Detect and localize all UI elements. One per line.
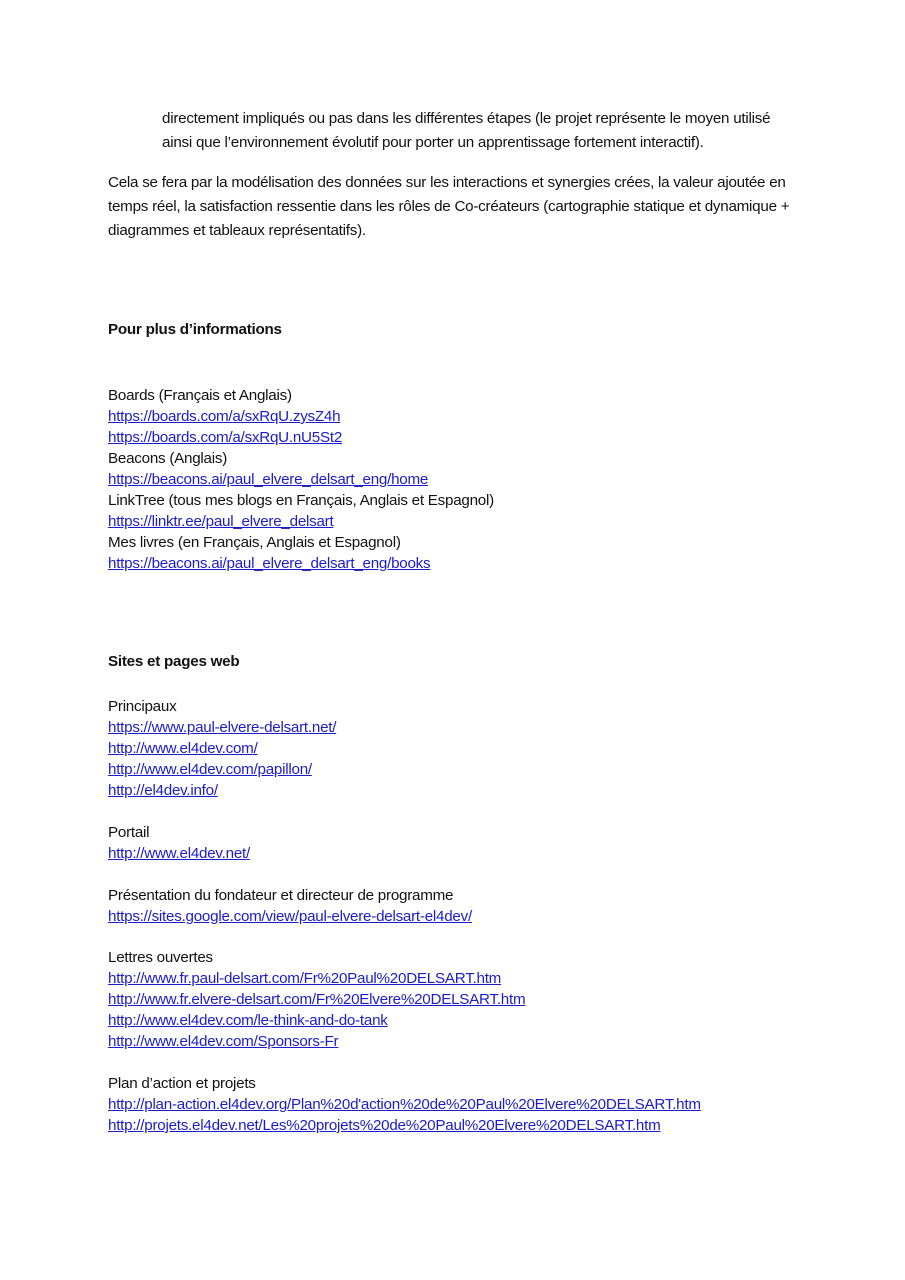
link-principaux-1[interactable]: https://www.paul-elvere-delsart.net/ bbox=[108, 719, 337, 736]
link-beacons-home[interactable]: https://beacons.ai/paul_elvere_delsart_eng/home bbox=[108, 471, 429, 488]
label-books: Mes livres (en Français, Anglais et Espagnol) bbox=[108, 534, 401, 551]
link-fondateur[interactable]: https://sites.google.com/view/paul-elvere-delsart-el4dev/ bbox=[108, 908, 472, 925]
link-lettres-3[interactable]: http://www.el4dev.com/le-think-and-do-tank bbox=[108, 1012, 388, 1029]
link-principaux-3[interactable]: http://www.el4dev.com/papillon/ bbox=[108, 761, 312, 778]
label-lettres: Lettres ouvertes bbox=[108, 949, 213, 966]
label-plan: Plan d’action et projets bbox=[108, 1075, 256, 1092]
link-projets[interactable]: http://projets.el4dev.net/Les%20projets%20de%20Paul%20Elvere%20DELSART.htm bbox=[108, 1117, 661, 1134]
principaux-list bbox=[108, 696, 336, 801]
link-beacons-books[interactable]: https://beacons.ai/paul_elvere_delsart_eng/books bbox=[108, 555, 431, 572]
fondateur-list bbox=[108, 885, 472, 927]
label-linktree: LinkTree (tous mes blogs en Français, Anglais et Espagnol) bbox=[108, 492, 494, 509]
link-portail[interactable]: http://www.el4dev.net/ bbox=[108, 845, 250, 862]
link-lettres-1[interactable]: http://www.fr.paul-delsart.com/Fr%20Paul%20DELSART.htm bbox=[108, 970, 502, 987]
link-lettres-4[interactable]: http://www.el4dev.com/Sponsors-Fr bbox=[108, 1033, 339, 1050]
portail-list bbox=[108, 822, 250, 864]
link-principaux-4[interactable]: http://el4dev.info/ bbox=[108, 782, 218, 799]
plan-list bbox=[108, 1073, 701, 1136]
link-boards-2[interactable]: https://boards.com/a/sxRqU.nU5St2 bbox=[108, 429, 343, 446]
label-boards: Boards (Français et Anglais) bbox=[108, 387, 292, 404]
body-paragraph: Cela se fera par la modélisation des données sur les interactions et synergies crées, la valeur ajoutée en temps réel, la satisfaction ressentie dans les rôles de Co-créateurs (cartographie statique et dynamique + diagrammes et tableaux représentatifs). bbox=[108, 174, 790, 239]
link-lettres-2[interactable]: http://www.fr.elvere-delsart.com/Fr%20Elvere%20DELSART.htm bbox=[108, 991, 526, 1008]
link-linktree[interactable]: https://linktr.ee/paul_elvere_delsart bbox=[108, 513, 334, 530]
info-list bbox=[108, 385, 494, 574]
lettres-list bbox=[108, 947, 525, 1052]
link-plan-action[interactable]: http://plan-action.el4dev.org/Plan%20d'action%20de%20Paul%20Elvere%20DELSART.htm bbox=[108, 1096, 701, 1113]
link-principaux-2[interactable]: http://www.el4dev.com/ bbox=[108, 740, 258, 757]
link-boards-1[interactable]: https://boards.com/a/sxRqU.zysZ4h bbox=[108, 408, 341, 425]
indented-paragraph: directement impliqués ou pas dans les différentes étapes (le projet représente le moyen utilisé ainsi que l’environnement évolutif pour porter un apprentissage fortement interactif). bbox=[162, 110, 771, 151]
heading-sites-web: Sites et pages web bbox=[108, 653, 240, 670]
heading-more-information: Pour plus d’informations bbox=[108, 321, 282, 338]
label-portail: Portail bbox=[108, 824, 150, 841]
label-principaux: Principaux bbox=[108, 698, 177, 715]
label-fondateur: Présentation du fondateur et directeur de programme bbox=[108, 887, 454, 904]
label-beacons: Beacons (Anglais) bbox=[108, 450, 228, 467]
